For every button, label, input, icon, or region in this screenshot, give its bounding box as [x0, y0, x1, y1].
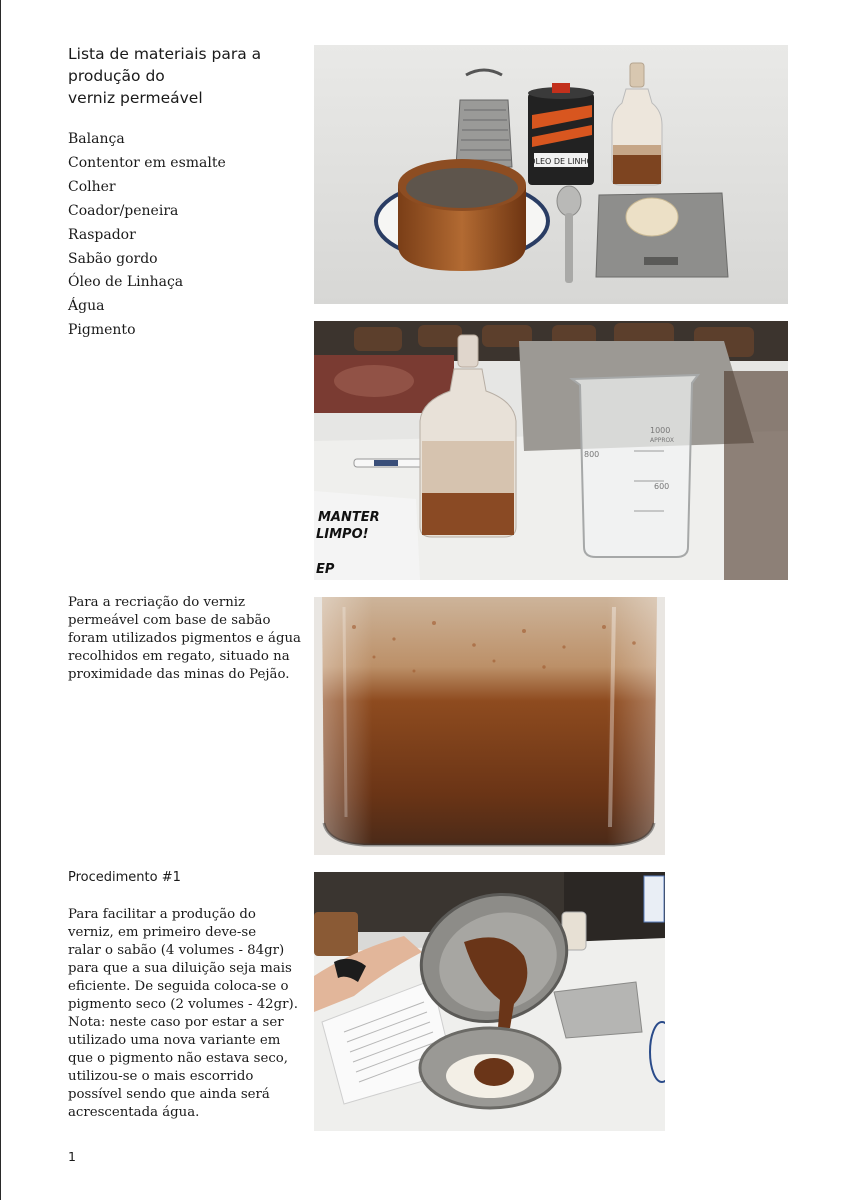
mixing-bowl — [420, 1028, 560, 1108]
tin-label: ÓLEO DE LINHO — [529, 157, 593, 166]
photo-materials — [314, 45, 788, 304]
sign-line: MANTER — [318, 510, 380, 525]
paragraph-line: verniz, em primeiro deve-se — [68, 925, 257, 940]
paragraph-line: foram utilizados pigmentos e água — [68, 631, 301, 646]
paragraph-line: utilizou-se o mais escorrido — [68, 1069, 254, 1084]
kitchen-scale — [596, 193, 728, 277]
paragraph-line: ralar o sabão (4 volumes - 84gr) — [68, 943, 285, 958]
sign-line: EP — [316, 562, 335, 577]
paragraph-line: recolhidos em regato, situado na — [68, 649, 290, 664]
procedure-paragraph — [68, 906, 308, 1122]
page-number: 1 — [68, 1149, 76, 1164]
paragraph-line: Para a recriação do verniz — [68, 595, 246, 610]
photo-pigment-closeup — [314, 597, 665, 855]
sign-line: LIMPO! — [316, 527, 369, 542]
paragraph-line: possível sendo que ainda será — [68, 1087, 270, 1102]
glass-beaker — [572, 375, 698, 557]
paragraph-line: acrescentada água. — [68, 1105, 200, 1120]
linseed-oil-tin — [528, 83, 594, 185]
materials-list — [68, 128, 226, 343]
paragraph-line: pigmento seco (2 volumes - 42gr). — [68, 997, 298, 1012]
list-item: Óleo de Linhaça — [68, 274, 184, 291]
list-item: Balança — [68, 131, 125, 147]
beaker-mark: 600 — [654, 482, 670, 491]
keep-clean-sign — [314, 491, 420, 580]
beaker-mark: APPROX — [650, 437, 674, 444]
paragraph-line: proximidade das minas do Pejão. — [68, 667, 290, 682]
list-item: Contentor em esmalte — [68, 154, 226, 171]
list-item: Raspador — [68, 226, 136, 243]
paragraph-line: eficiente. De seguida coloca-se o — [68, 979, 289, 994]
list-item: Pigmento — [68, 322, 136, 339]
list-item: Coador/peneira — [68, 202, 179, 219]
title-line: verniz permeável — [68, 89, 203, 107]
title-line: Lista de materiais para a — [68, 45, 262, 63]
page-title — [68, 43, 298, 109]
title-line: produção do — [68, 67, 165, 85]
procedure-heading: Procedimento #1 — [68, 870, 181, 885]
list-item: Água — [68, 298, 105, 315]
page-edge — [0, 0, 1, 1200]
paragraph-line: para que a sua diluição seja mais — [68, 961, 292, 976]
list-item: Sabão gordo — [68, 250, 158, 267]
photo-pouring-pigment — [314, 872, 665, 1131]
photo-bottle-beaker — [314, 321, 788, 580]
paragraph-line: Para facilitar a produção do — [68, 907, 256, 922]
beaker-mark: 1000 — [650, 426, 671, 435]
paragraph-line: que o pigmento não estava seco, — [68, 1051, 289, 1066]
list-item: Colher — [68, 178, 116, 195]
paragraph-line: permeável com base de sabão — [68, 613, 271, 628]
beaker-mark: 800 — [584, 450, 600, 459]
paragraph-line: utilizado uma nova variante em — [68, 1033, 281, 1048]
intro-paragraph — [68, 594, 308, 684]
paragraph-line: Nota: neste caso por estar a ser — [68, 1015, 284, 1030]
